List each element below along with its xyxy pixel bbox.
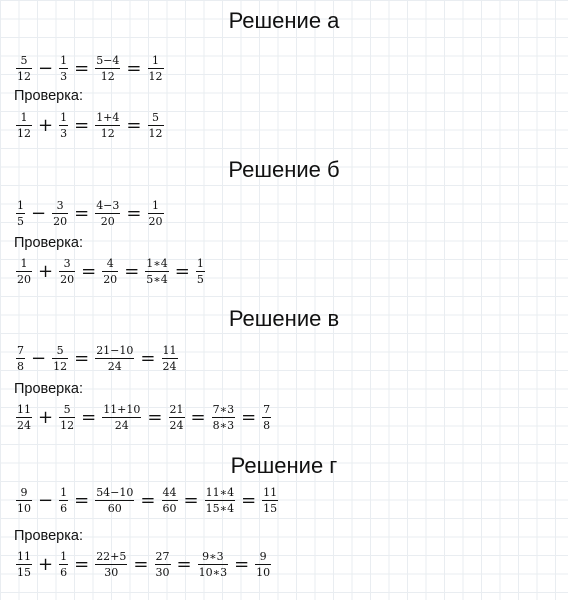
equals-sign: = [147,407,163,428]
equals-sign: = [81,407,97,428]
fraction-denominator: 8 [263,419,271,432]
section-heading: Решение г [230,453,338,478]
fraction [168,404,186,432]
fraction-numerator: 11 [17,403,31,416]
fraction-numerator: 4−3 [96,199,120,212]
solution-equation [15,342,179,376]
fraction-denominator: 5 [17,215,24,228]
fraction [58,551,69,579]
equals-sign: = [74,554,90,575]
fraction [15,487,33,515]
fraction-denominator: 60 [107,502,122,515]
fraction-numerator: 11 [17,550,31,563]
fraction [58,404,76,432]
fraction [161,345,179,373]
plus-sign: + [38,554,54,575]
equals-sign: = [126,58,142,79]
fraction-numerator: 11∗4 [205,486,235,499]
fraction-numerator: 1+4 [96,111,120,124]
equals-sign: = [176,554,192,575]
equals-sign: = [126,115,142,136]
fraction [94,112,121,140]
fraction [254,551,272,579]
fraction-denominator: 12 [100,127,115,140]
fraction [261,487,279,515]
fraction-denominator: 30 [155,566,170,579]
section-heading: Решение а [228,8,340,33]
fraction-numerator: 3 [63,257,71,270]
fraction-denominator: 10 [17,502,31,515]
fraction-numerator: 11+10 [103,403,141,416]
check-label: Проверка: [14,88,83,104]
check-equation [15,401,272,435]
fraction-numerator: 1 [152,199,159,212]
fraction [15,345,26,373]
plus-sign: + [38,115,54,136]
fraction-numerator: 5 [20,54,28,67]
minus-sign: − [38,490,54,511]
fraction [58,112,69,140]
fraction-denominator: 10∗3 [198,566,228,579]
fraction-numerator: 7 [17,344,24,357]
fraction-denominator: 24 [162,360,177,373]
plus-sign: + [38,261,54,282]
equals-sign: = [133,554,149,575]
fraction [58,55,69,83]
fraction-denominator: 20 [103,273,118,286]
fraction [161,487,179,515]
section-heading: Решение в [228,306,340,331]
fraction-denominator: 20 [60,273,75,286]
minus-sign: − [31,348,47,369]
fraction [15,404,33,432]
minus-sign: − [38,58,54,79]
fraction [15,258,33,286]
fraction-numerator: 21−10 [96,344,134,357]
equals-sign: = [81,261,97,282]
fraction-numerator: 44 [162,486,177,499]
fraction-denominator: 12 [148,127,163,140]
check-equation [15,255,206,289]
fraction-denominator: 3 [60,70,68,83]
fraction [101,258,119,286]
fraction-denominator: 6 [60,566,68,579]
fraction-denominator: 8 [17,360,24,373]
equals-sign: = [234,554,250,575]
fraction-denominator: 15 [263,502,278,515]
fraction [51,345,69,373]
fraction [58,487,69,515]
fraction-denominator: 20 [17,273,31,286]
fraction [58,258,76,286]
fraction [147,200,165,228]
fraction-numerator: 7 [263,403,271,416]
equals-sign: = [190,407,206,428]
fraction [94,345,135,373]
fraction [147,112,165,140]
equals-sign: = [140,348,156,369]
fraction-denominator: 12 [17,70,31,83]
fraction-numerator: 1 [60,54,68,67]
fraction-numerator: 22+5 [96,550,127,563]
fraction-numerator: 54−10 [96,486,134,499]
fraction-numerator: 5 [152,111,159,124]
fraction-numerator: 9 [20,486,28,499]
equals-sign: = [74,115,90,136]
fraction-denominator: 20 [148,215,163,228]
section-heading: Решение б [228,157,340,182]
fraction [197,551,229,579]
check-label: Проверка: [14,528,83,544]
fraction-denominator: 24 [17,419,31,432]
solution-equation [15,52,165,86]
check-equation [15,109,165,143]
fraction-numerator: 1 [60,550,68,563]
fraction-denominator: 20 [100,215,115,228]
equals-sign: = [126,203,142,224]
fraction [204,487,236,515]
fraction [94,551,128,579]
fraction-numerator: 1∗4 [146,257,168,270]
fraction [147,55,165,83]
fraction-numerator: 4 [106,257,114,270]
fraction-numerator: 11 [162,344,177,357]
fraction [15,200,26,228]
fraction [94,55,121,83]
fraction-numerator: 1 [20,111,28,124]
fraction [51,200,69,228]
fraction [144,258,169,286]
fraction-denominator: 24 [107,360,122,373]
fraction [154,551,172,579]
fraction-denominator: 8∗3 [212,419,235,432]
fraction-denominator: 12 [53,360,68,373]
equals-sign: = [74,203,90,224]
fraction-numerator: 7∗3 [212,403,235,416]
plus-sign: + [38,407,54,428]
fraction [15,112,33,140]
fraction-numerator: 5 [56,344,64,357]
fraction-numerator: 1 [60,111,68,124]
fraction-numerator: 27 [155,550,170,563]
fraction-numerator: 3 [56,199,64,212]
check-label: Проверка: [14,235,83,251]
fraction-denominator: 15 [17,566,31,579]
equals-sign: = [74,490,90,511]
fraction-denominator: 24 [114,419,129,432]
solution-equation [15,197,165,231]
fraction-denominator: 5∗4 [146,273,168,286]
equals-sign: = [183,490,199,511]
fraction-numerator: 5−4 [96,54,120,67]
fraction-denominator: 12 [17,127,31,140]
fraction-denominator: 30 [104,566,119,579]
fraction-denominator: 6 [60,502,68,515]
fraction-numerator: 5 [63,403,71,416]
equals-sign: = [74,348,90,369]
equals-sign: = [74,58,90,79]
fraction-numerator: 21 [169,403,184,416]
fraction-denominator: 12 [100,70,115,83]
fraction-denominator: 20 [53,215,68,228]
fraction-numerator: 1 [152,54,159,67]
fraction-denominator: 12 [60,419,75,432]
fraction [94,200,121,228]
fraction-denominator: 10 [256,566,271,579]
fraction [94,487,135,515]
fraction-denominator: 3 [60,127,68,140]
equals-sign: = [241,490,257,511]
fraction [261,404,272,432]
fraction [211,404,236,432]
equals-sign: = [174,261,190,282]
check-equation [15,548,272,582]
fraction-denominator: 60 [162,502,177,515]
equals-sign: = [241,407,257,428]
fraction [195,258,206,286]
fraction-numerator: 1 [20,257,28,270]
check-label: Проверка: [14,381,83,397]
fraction-denominator: 15∗4 [205,502,235,515]
fraction-numerator: 11 [263,486,278,499]
fraction-denominator: 24 [169,419,184,432]
fraction [15,551,33,579]
minus-sign: − [31,203,47,224]
equals-sign: = [140,490,156,511]
fraction-numerator: 1 [17,199,24,212]
fraction-numerator: 9∗3 [202,550,224,563]
fraction-numerator: 1 [196,257,204,270]
fraction [101,404,142,432]
fraction [15,55,33,83]
equals-sign: = [124,261,140,282]
solution-equation [15,484,279,518]
fraction-denominator: 12 [148,70,163,83]
fraction-numerator: 9 [259,550,267,563]
fraction-denominator: 5 [196,273,204,286]
fraction-numerator: 1 [60,486,68,499]
